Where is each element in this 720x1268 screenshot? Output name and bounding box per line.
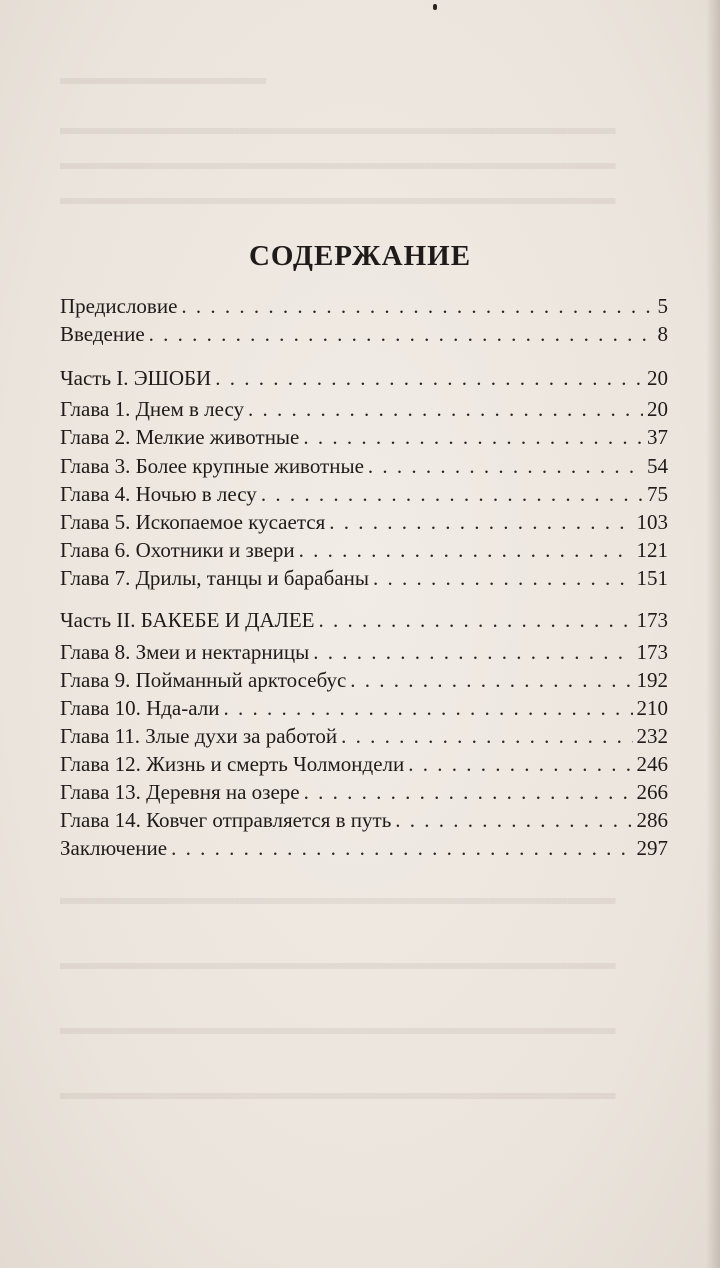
toc-part-entry[interactable] [60,366,668,394]
toc-entry-label: Глава 13. Деревня на озере [60,780,300,804]
bleed-through-line: ▂▂▂▂▂▂▂▂▂▂▂▂▂▂▂▂▂▂▂▂▂▂▂▂▂▂▂▂▂▂▂▂▂▂▂ [60,882,616,904]
bleed-through-line: ▂▂▂▂▂▂▂▂▂▂▂▂▂▂▂▂▂▂▂▂▂▂▂▂▂▂▂▂▂▂▂▂▂▂▂ [60,112,616,134]
toc-entry[interactable] [60,836,668,864]
toc-entry-label: Часть I. ЭШОБИ [60,366,212,390]
toc-entry-label: Глава 4. Ночью в лесу [60,482,257,506]
toc-entry-page: 266 [636,780,668,804]
toc-entry[interactable] [60,482,668,510]
toc-entry-page: 8 [657,322,668,346]
toc-entry-label: Глава 2. Мелкие животные [60,425,300,449]
toc-entry-page: 297 [636,836,668,860]
toc-entry-page: 151 [636,566,668,590]
bleed-through-line: ▂▂▂▂▂▂▂▂▂▂▂▂▂▂▂▂▂▂▂▂▂▂▂▂▂▂▂▂▂▂▂▂▂▂▂ [60,1077,616,1099]
toc-entry-page: 37 [647,425,668,449]
toc-entry-label: Глава 1. Днем в лесу [60,397,245,421]
toc-entry-label: Глава 10. Нда-али [60,696,220,720]
toc-entry-page: 173 [636,608,668,632]
dot-leader [261,482,643,507]
toc-entry-page: 103 [636,510,668,534]
toc-entry[interactable] [60,668,668,696]
dot-leader [373,566,633,591]
bleed-through-line: ▂▂▂▂▂▂▂▂▂▂▂▂▂▂▂▂▂▂▂▂▂▂▂▂▂▂▂▂▂▂▂▂▂▂▂ [60,1012,616,1034]
toc-entry-label: Введение [60,322,145,346]
toc-entry-page: 5 [657,294,668,318]
toc-entry[interactable] [60,510,668,538]
print-mark [433,4,437,10]
toc-entry-page: 192 [636,668,668,692]
toc-entry-label: Глава 7. Дрилы, танцы и барабаны [60,566,369,590]
toc-entry[interactable] [60,425,668,453]
toc-entry[interactable] [60,752,668,780]
toc-entry[interactable] [60,322,668,350]
toc-entry-page: 54 [647,454,668,478]
toc-entry-label: Глава 8. Змеи и нектарницы [60,640,310,664]
toc-entry-page: 210 [636,696,668,720]
toc-entry[interactable] [60,566,668,594]
dot-leader [181,294,653,319]
dot-leader [313,640,632,665]
page-edge-shadow [706,0,720,1268]
dot-leader [408,752,632,777]
dot-leader [368,454,643,479]
toc-entry-label: Глава 11. Злые духи за работой [60,724,338,748]
toc-entry[interactable] [60,538,668,566]
toc-entry-label: Глава 6. Охотники и звери [60,538,295,562]
bleed-through-line: ▂▂▂▂▂▂▂▂▂▂▂▂▂▂▂▂▂▂▂▂▂▂▂▂▂▂▂▂▂▂▂▂▂▂▂ [60,947,616,969]
toc-entry-label: Глава 14. Ковчег отправляется в путь [60,808,392,832]
toc-entry-label: Глава 3. Более крупные животные [60,454,364,478]
dot-leader [319,608,633,633]
toc-entry-page: 246 [636,752,668,776]
toc-entry-label: Предисловие [60,294,178,318]
page-title: СОДЕРЖАНИЕ [248,240,472,272]
toc-entry-label: Заключение [60,836,168,860]
toc-entry[interactable] [60,397,668,425]
toc-entry[interactable] [60,454,668,482]
toc-part-entry[interactable] [60,608,668,636]
dot-leader [303,425,643,450]
dot-leader [149,322,654,347]
toc-entry-label: Часть II. БАКЕБЕ И ДАЛЕЕ [60,608,315,632]
toc-entry[interactable] [60,780,668,808]
toc-entry[interactable] [60,640,668,668]
toc-entry-page: 173 [636,640,668,664]
toc-entry-page: 20 [647,397,668,421]
dot-leader [304,780,633,805]
toc-entry[interactable] [60,294,668,322]
toc-entry[interactable] [60,696,668,724]
dot-leader [248,397,643,422]
dot-leader [215,366,643,391]
toc-entry[interactable] [60,808,668,836]
bleed-through-line: ▂▂▂▂▂▂▂▂▂▂▂▂▂ [60,62,267,84]
dot-leader [171,836,632,861]
dot-leader [395,808,632,833]
toc-entry-page: 20 [647,366,668,390]
dot-leader [299,538,633,563]
toc-entry-page: 75 [647,482,668,506]
toc-entry-label: Глава 5. Ископаемое кусается [60,510,326,534]
toc-entry-page: 232 [636,724,668,748]
toc-entry-label: Глава 12. Жизнь и смерть Чолмондели [60,752,405,776]
dot-leader [223,696,632,721]
toc-entry[interactable] [60,724,668,752]
dot-leader [341,724,632,749]
bleed-through-line: ▂▂▂▂▂▂▂▂▂▂▂▂▂▂▂▂▂▂▂▂▂▂▂▂▂▂▂▂▂▂▂▂▂▂▂ [60,182,616,204]
dot-leader [350,668,632,693]
toc-entry-page: 286 [636,808,668,832]
toc-entry-label: Глава 9. Пойманный арктосебус [60,668,347,692]
toc-entry-page: 121 [636,538,668,562]
bleed-through-line: ▂▂▂▂▂▂▂▂▂▂▂▂▂▂▂▂▂▂▂▂▂▂▂▂▂▂▂▂▂▂▂▂▂▂▂ [60,147,616,169]
dot-leader [329,510,632,535]
